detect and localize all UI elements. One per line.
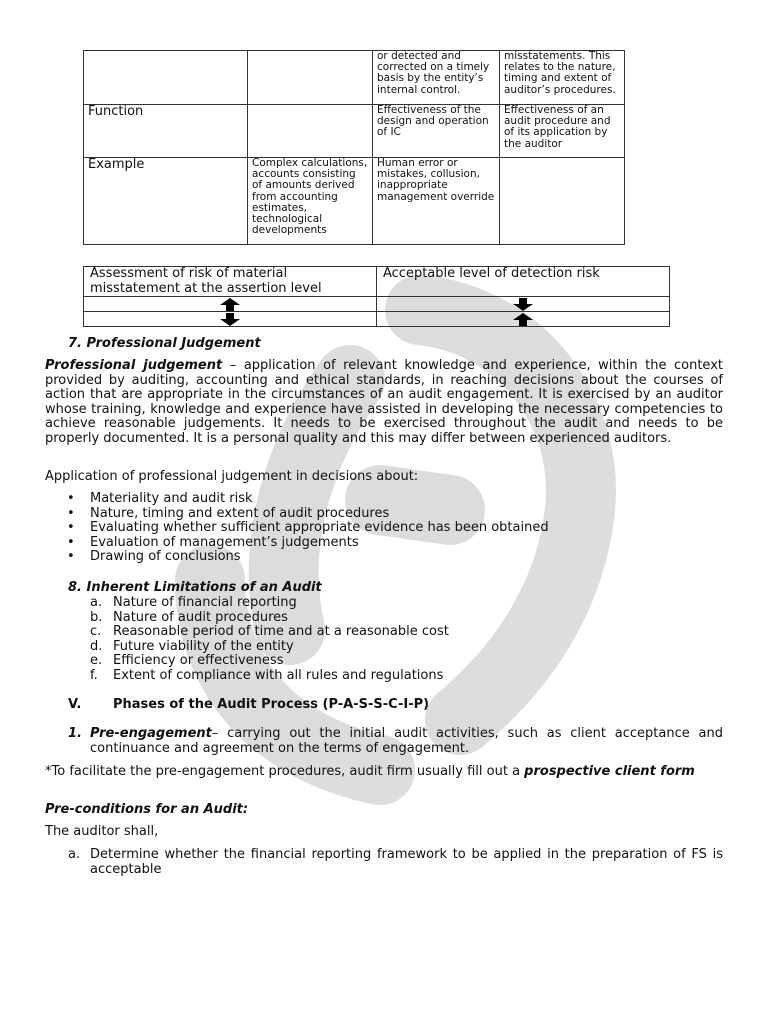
table-row	[84, 297, 670, 312]
table-row	[84, 267, 670, 297]
arrow-down-icon	[84, 312, 376, 326]
list-item: Determine whether the financial reporting framework to be applied in the preparation of FS is acceptable	[90, 847, 723, 877]
list-item: f. Extent of compliance with all rules and regulations	[90, 667, 444, 683]
defined-term: Pre-engagement	[90, 726, 212, 741]
list-item: d. Future viability of the entity	[90, 638, 294, 654]
table-cell: Complex calculations, accounts consisting of amounts derived from accounting estimates, technological developments	[248, 158, 373, 245]
list-item: b. Nature of audit procedures	[90, 609, 288, 625]
table-cell: misstatements. This relates to the nature, timing and extent of auditor’s procedures.	[500, 51, 625, 105]
table-cell: Function	[84, 105, 248, 158]
subheading: Pre-conditions for an Audit:	[45, 802, 249, 817]
list-item: • Nature, timing and extent of audit procedures	[45, 507, 549, 522]
table-cell: Human error or mistakes, collusion, inappropriate management override	[373, 158, 500, 245]
limitations-list	[45, 596, 449, 684]
defined-term: Professional judgement	[45, 358, 223, 373]
list-item: • Evaluation of management’s judgements	[45, 536, 549, 551]
body-text: The auditor shall,	[45, 824, 159, 839]
section-heading: 7. Professional Judgement	[68, 336, 261, 351]
intro-text: Application of professional judgement in decisions about:	[45, 469, 419, 484]
phase-paragraph: Pre-engagement– carrying out the initial audit activities, such as client acceptance and continuance and agreement on the terms of engagement.	[90, 726, 723, 756]
list-item: • Materiality and audit risk	[45, 492, 549, 507]
list-item: a. Nature of financial reporting	[90, 595, 297, 610]
risk-table	[83, 50, 625, 245]
list-item: e. Efficiency or effectiveness	[90, 653, 284, 669]
arrow-down-icon	[377, 297, 669, 311]
arrow-up-icon	[377, 312, 669, 326]
table-cell: Effectiveness of an audit procedure and of its application by the auditor	[500, 105, 625, 158]
section-heading: Phases of the Audit Process (P-A-S-S-C-I-P)	[113, 697, 430, 712]
list-marker: a.	[68, 847, 81, 862]
table-header-cell: Acceptable level of detection risk	[377, 267, 670, 297]
table-cell: Example	[84, 158, 248, 245]
arrow-up-icon	[84, 297, 376, 311]
table-cell: or detected and corrected on a timely basis by the entity’s internal control.	[373, 51, 500, 105]
table-row	[84, 312, 670, 327]
note-paragraph: *To facilitate the pre-engagement procedures, audit firm usually fill out a prospective client form	[45, 764, 695, 779]
risk-relationship-table	[83, 266, 670, 327]
phase-number: 1.	[68, 726, 82, 741]
table-cell	[84, 51, 248, 105]
table-cell: Effectiveness of the design and operation of IC	[373, 105, 500, 158]
table-cell	[248, 51, 373, 105]
list-item: • Evaluating whether sufficient appropriate evidence has been obtained	[45, 521, 549, 536]
bullet-list	[45, 492, 549, 565]
roman-numeral: V.	[68, 697, 82, 712]
table-row	[84, 158, 625, 245]
list-item: • Drawing of conclusions	[45, 550, 549, 565]
table-row	[84, 51, 625, 105]
section-heading: 8. Inherent Limitations of an Audit	[68, 580, 322, 595]
list-item: c. Reasonable period of time and at a reasonable cost	[90, 624, 449, 640]
definition-paragraph: Professional judgement – application of relevant knowledge and experience, within the context provided by auditing, accounting and ethical standards, in reaching decisions about the courses of action that are appropriate in the circumstances of an audit engagement. It is exercised by an auditor whose training, knowledge and experience have assisted in developing the necessary competencies to achieve reasonable judgements. It needs to be exercised throughout the audit and needs to be properly documented. It is a personal quality and this may differ between experienced auditors.	[45, 358, 723, 446]
table-cell	[500, 158, 625, 245]
table-row	[84, 105, 625, 158]
table-header-cell: Assessment of risk of material misstatement at the assertion level	[84, 267, 377, 297]
table-cell	[248, 105, 373, 158]
